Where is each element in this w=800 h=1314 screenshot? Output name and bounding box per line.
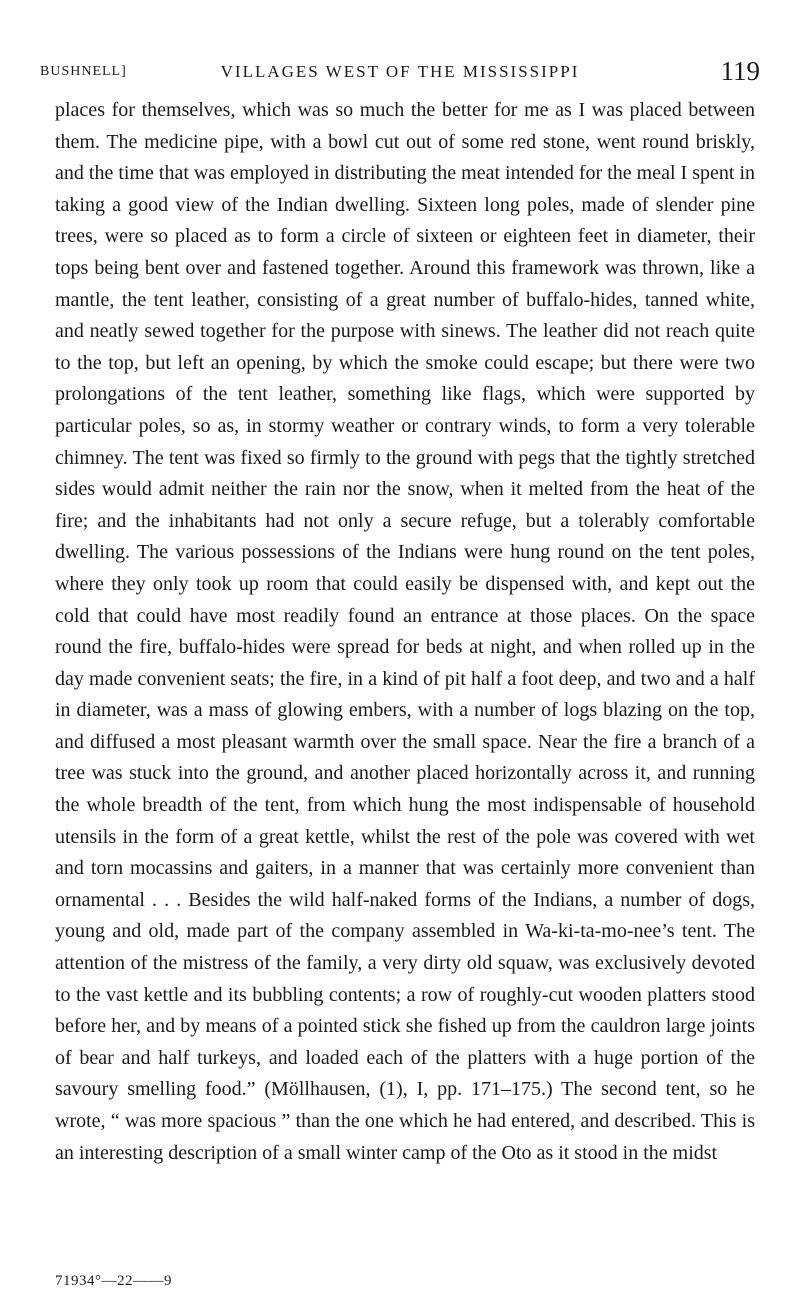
body-paragraph: places for themselves, which was so much the better for me as I was placed between them. The medicine pipe, with a bowl cut out of some red stone, went round briskly, and the time that was employed in distributing the meat intended for the meal I spent in taking a good view of the Indian dwelling. Sixteen long poles, made of slender pine trees, were so placed as to form a circle of sixteen or eighteen feet in diameter, their tops being bent over and fastened together. Around this framework was thrown, like a mantle, the tent leather, consisting of a great number of buffalo-hides, tanned white, and neatly sewed together for the purpose with sinews. The leather did not reach quite to the top, but left an opening, by which the smoke could escape; but there were two prolongations of the tent leather, something like flags, which were supported by particular poles, so as, in stormy weather or contrary winds, to form a very tolerable chimney. The tent was fixed so firmly to the ground with pegs that the tightly stretched sides would admit neither the rain nor the snow, when it melted from the heat of the fire; and the inhabitants had not only a secure refuge, but a tolerably comfortable dwelling. The various possessions of the Indians were hung round on the tent poles, where they only took up room that could easily be dispensed with, and kept out the cold that could have most readily found an entrance at those places. On the space round the fire, buffalo-hides were spread for beds at night, and when rolled up in the day made convenient seats; the fire, in a kind of pit half a foot deep, and two and a half in diameter, was a mass of glowing embers, with a number of logs blazing on the top, and diffused a most pleasant warmth over the small space. Near the fire a branch of a tree was stuck into the ground, and another placed horizontally across it, and running the whole breadth of the tent, from which hung the most indispensable of household utensils in the form of a great kettle, whilst the rest of the pole was covered with wet and torn mocassins and gaiters, in a manner that was certainly more convenient than ornamental . . . Besides the wild half-naked forms of the Indians, a number of dogs, young and old, made part of the company assembled in Wa-ki-ta-mo-nee’s tent. The attention of the mistress of the family, a very dirty old squaw, was exclusively devoted to the vast kettle and its bubbling contents; a row of roughly-cut wooden platters stood before her, and by means of a pointed stick she fished up from the cauldron large joints of bear and half turkeys, and loaded each of the platters with a huge portion of the savoury smelling food.” (Möllhausen, (1), I, pp. 171–175.) The second tent, so he wrote, “ was more spacious ” than the one which he had entered, and described. This is an interesting description of a small winter camp of the Oto as it stood in the midst xyxy=(55,99,755,1164)
running-head xyxy=(40,56,760,86)
page-number: 119 xyxy=(720,56,760,86)
running-head-title: VILLAGES WEST OF THE MISSISSIPPI xyxy=(220,62,580,81)
running-head-author: BUSHNELL] xyxy=(40,64,127,79)
printer-signature-mark: 71934°—22——9 xyxy=(55,1273,172,1289)
